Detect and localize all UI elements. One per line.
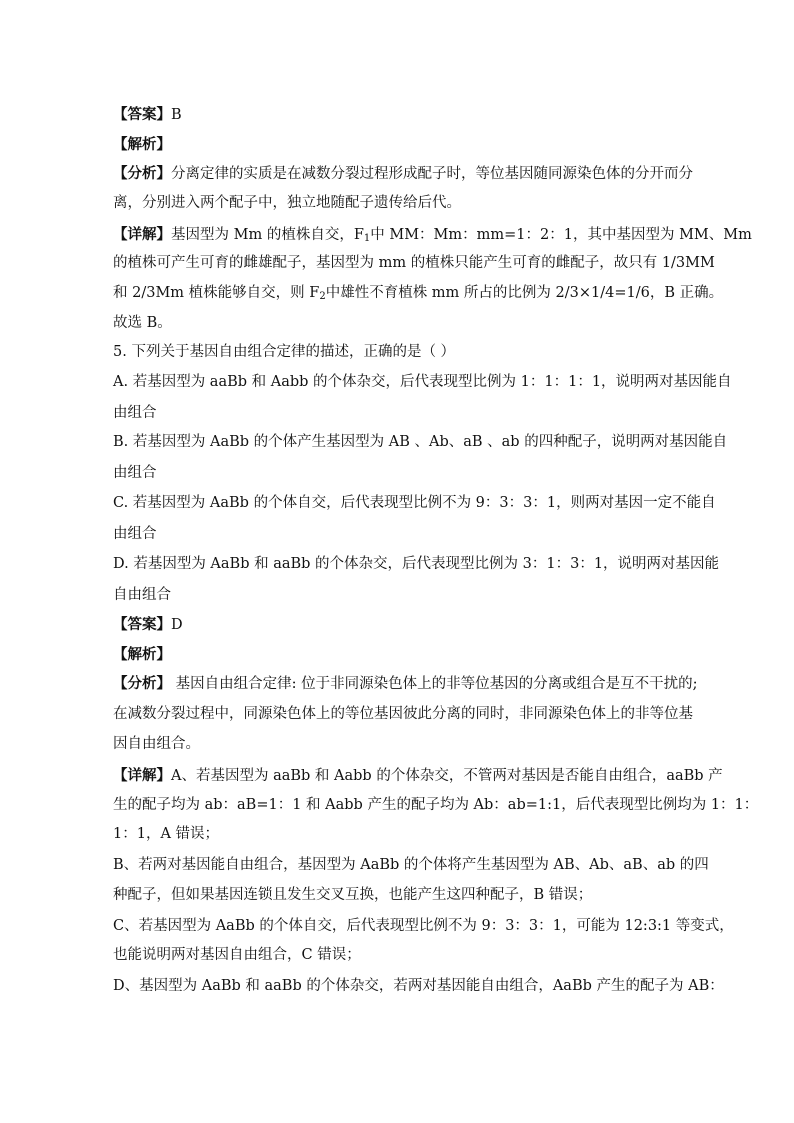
analysis-heading-1 — [113, 130, 685, 160]
answer-line-2 — [113, 610, 685, 640]
xiangjie-text: C、若基因型为 AaBb 的个体自交，后代表现型比例不为 9：3：3：1，可能为 12:3:1 等变式， — [113, 917, 734, 934]
xiangjie-text: 的植株可产生可育的雌雄配子，基因型为 mm 的植株只能产生可育的雌配子，故只有 1/3MM — [113, 255, 715, 272]
fenxi-line-1-1 — [113, 159, 693, 189]
option-c-line-2 — [113, 520, 685, 550]
option-d-text: D. 若基因型为 AaBb 和 aaBb 的个体杂交，后代表现型比例为 3：1：3：1，说明两对基因能 — [113, 555, 720, 572]
xiangjie-line-2-4 — [113, 851, 709, 881]
xiangjie-text: 基因型为 Mm 的植株自交，F — [171, 226, 364, 243]
xiangjie-text: 也能说明两对基因自由组合，C 错误； — [113, 947, 361, 964]
option-b-text: 由组合 — [113, 465, 157, 482]
answer-value: B — [171, 107, 182, 123]
xiangjie-text: 和 2/3Mm 植株能够自交，则 F — [113, 284, 320, 301]
xiangjie-text: B、若两对基因能自由组合，基因型为 AaBb 的个体将产生基因型为 AB、Ab、aB、ab 的四 — [113, 857, 709, 874]
xiangjie-line-1-2 — [113, 249, 715, 279]
xiangjie-line-2-6 — [113, 912, 734, 942]
xiangjie-line-2-8 — [113, 972, 724, 1002]
option-b-line-2 — [113, 459, 685, 489]
xiangjie-line-2-3 — [113, 820, 685, 851]
xiangjie-tag: 【详解】 — [113, 225, 171, 243]
conclusion-text: 故选 B。 — [113, 314, 172, 331]
xiangjie-text: 生的配子均为 ab：aB=1：1 和 Aabb 产生的配子均为 Ab：ab=1:1，后代表现型比例均为 1：1： — [113, 796, 759, 813]
document-page — [113, 100, 759, 1002]
analysis-heading: 【解析】 — [113, 645, 171, 663]
subscript: 2 — [319, 290, 326, 302]
xiangjie-line-1-1 — [113, 220, 752, 250]
option-a-text: A. 若基因型为 aaBb 和 Aabb 的个体杂交，后代表现型比例为 1：1：1：1，说明两对基因能自 — [113, 373, 732, 390]
option-b-line-1 — [113, 428, 728, 459]
xiangjie-text: 种配子，但如果基因连锁且发生交叉互换，也能产生这四种配子，B 错误； — [113, 886, 593, 903]
xiangjie-line-2-5 — [113, 881, 685, 912]
fenxi-line-1-2 — [113, 189, 685, 220]
xiangjie-text: D、基因型为 AaBb 和 aaBb 的个体杂交，若两对基因能自由组合，AaBb 产生的配子为 AB： — [113, 978, 724, 995]
option-c-text: C. 若基因型为 AaBb 的个体自交，后代表现型比例不为 9：3：3：1，则两对基因一定不能自 — [113, 494, 716, 511]
option-a-text: 由组合 — [113, 404, 157, 421]
xiangjie-text: 中雄性不育植株 mm 所占的比例为 2/3×1/4=1/6，B 正确。 — [325, 284, 724, 301]
answer-tag: 【答案】 — [113, 106, 171, 123]
fenxi-tag: 【分析】 — [113, 675, 171, 693]
xiangjie-line-1-3 — [113, 279, 724, 309]
option-d-text: 自由组合 — [113, 586, 171, 603]
fenxi-text: 基因自由组合定律: 位于非同源染色体上的非等位基因的分离或组合是互不干扰的; — [171, 676, 698, 693]
fenxi-text: 离，分别进入两个配子中，独立地随配子遗传给后代。 — [113, 194, 461, 211]
xiangjie-line-2-2 — [113, 791, 759, 821]
answer-tag: 【答案】 — [113, 616, 171, 634]
fenxi-text: 因自由组合。 — [113, 735, 200, 752]
question-stem — [113, 338, 685, 368]
fenxi-line-2-2 — [113, 700, 693, 730]
question-text: 5. 下列关于基因自由组合定律的描述，正确的是（ ） — [113, 344, 456, 361]
xiangjie-line-2-1 — [113, 761, 723, 791]
conclusion-line — [113, 309, 685, 339]
xiangjie-text: 1：1，A 错误； — [113, 826, 220, 843]
option-c-line-1 — [113, 489, 716, 520]
subscript: 1 — [363, 232, 371, 244]
fenxi-text: 在减数分裂过程中，同源染色体上的等位基因彼此分离的同时，非同源染色体上的非等位基 — [113, 706, 693, 723]
xiangjie-line-2-7 — [113, 941, 685, 972]
option-b-text: B. 若基因型为 AaBb 的个体产生基因型为 AB 、Ab、aB 、ab 的四种配子，说明两对基因能自 — [113, 434, 728, 451]
xiangjie-text: A、若基因型为 aaBb 和 Aabb 的个体杂交，不管两对基因是否能自由组合，aaBb 产 — [171, 767, 723, 784]
answer-line-1 — [113, 100, 685, 130]
fenxi-text: 分离定律的实质是在减数分裂过程形成配子时，等位基因随同源染色体的分开而分 — [171, 166, 693, 183]
fenxi-line-2-3 — [113, 730, 685, 761]
answer-value: D — [171, 617, 183, 634]
fenxi-line-2-1 — [113, 669, 698, 700]
option-d-line-2 — [113, 581, 685, 611]
option-a-line-1 — [113, 368, 732, 399]
xiangjie-tag: 【详解】 — [113, 766, 171, 784]
option-d-line-1 — [113, 550, 720, 581]
option-c-text: 由组合 — [113, 525, 157, 542]
fenxi-tag: 【分析】 — [113, 165, 171, 183]
xiangjie-text: 中 MM：Mm：mm=1：2：1，其中基因型为 MM、Mm — [370, 226, 752, 243]
analysis-heading-2 — [113, 640, 685, 670]
option-a-line-2 — [113, 399, 685, 429]
analysis-heading: 【解析】 — [113, 135, 171, 153]
